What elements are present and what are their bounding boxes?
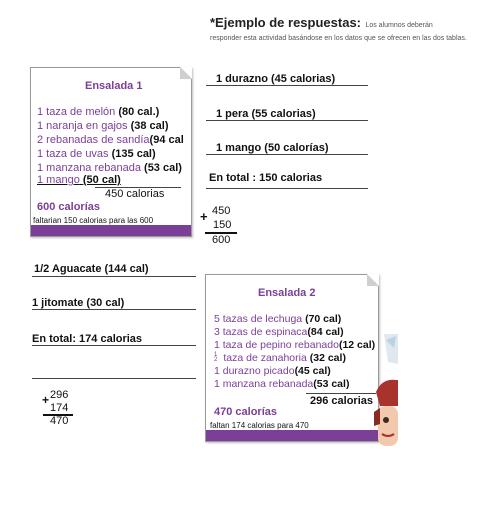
- ingredient-item: 1 manzana rebanada (53 cal): [37, 162, 182, 174]
- plus-sign: +: [200, 209, 208, 224]
- ingredient-item: 1 manzana rebanada(53 cal): [214, 378, 350, 390]
- sum-result: 600: [212, 234, 231, 246]
- page-fold-corner: [367, 274, 379, 286]
- answer-rule: [206, 154, 368, 155]
- answer-rule: [206, 120, 368, 121]
- card-footer-note: faltarian 150 calorias para las 600: [33, 216, 154, 225]
- answer-rule: [32, 378, 196, 379]
- sum-rule: [306, 393, 376, 394]
- ingredient-item: 1 naranja en gajos (38 cal): [37, 120, 169, 132]
- ingredient-item: 1 taza de pepino rebanado(12 cal): [214, 339, 376, 351]
- subtotal: 296 calorias: [310, 395, 373, 407]
- card-footer-note: faltan 174 calorias para 470: [210, 421, 309, 430]
- plus-sign: +: [42, 393, 50, 407]
- answer-line-2: 1 jitomate (30 cal): [32, 297, 125, 309]
- instructions-header: [210, 15, 485, 44]
- ingredient-item: 5 tazas de lechuga (70 cal): [214, 313, 342, 325]
- answer-rule: [32, 276, 196, 277]
- sum-result: 470: [50, 415, 69, 427]
- instructions-title: *Ejemplo de respuestas:: [210, 15, 361, 30]
- answer-total: En total : 150 calorias: [209, 172, 323, 184]
- addend: 150: [213, 219, 232, 231]
- ingredient-item: 2 rebanadas de sandía(94 cal: [37, 134, 184, 146]
- answer-line-1: 1/2 Aguacate (144 cal): [34, 263, 149, 275]
- fraction: 1 2: [214, 352, 218, 364]
- answer-rule: [32, 345, 196, 346]
- ingredient-item: 1 2 taza de zanahoria (32 cal): [214, 352, 346, 364]
- card-bottom-bar: [206, 430, 378, 441]
- instructions-note-inline: Los alumnos deberán: [365, 22, 433, 29]
- ingredient-item: 3 tazas de espinaca(84 cal): [214, 326, 344, 338]
- total-calories: 600 calorías: [37, 201, 100, 213]
- salad-card-1: [30, 67, 192, 237]
- cartoon-figure-partial: [374, 334, 398, 446]
- answer-rule: [206, 85, 368, 86]
- subtotal: 450 calorias: [105, 188, 165, 200]
- salad-card-2: [205, 274, 379, 442]
- answer-line-1: 1 durazno (45 calorias): [216, 73, 336, 85]
- answer-total: En total: 174 calorias: [32, 333, 143, 345]
- card-title: Ensalada 2: [258, 287, 316, 299]
- answer-rule: [206, 188, 368, 189]
- ingredient-item: 1 mango (50 cal): [37, 174, 121, 186]
- answer-line-2: 1 pera (55 calorias): [216, 108, 316, 120]
- addend: 174: [50, 402, 69, 414]
- total-calories: 470 calorías: [214, 406, 277, 418]
- ingredient-item: 1 taza de melón (80 cal.): [37, 106, 160, 118]
- card-title: Ensalada 1: [85, 80, 143, 92]
- page-fold-corner: [180, 67, 192, 79]
- answer-rule: [32, 309, 196, 310]
- ingredient-item: 1 durazno picado(45 cal): [214, 365, 331, 377]
- card-bottom-bar: [31, 225, 191, 236]
- addend: 296: [50, 389, 69, 401]
- answer-line-3: 1 mango (50 calorías): [216, 142, 329, 154]
- ingredient-item: 1 taza de uvas (135 cal): [37, 148, 156, 160]
- instructions-note: responder esta actividad basándose en los datos que se ofrecen en las dos tablas.: [210, 35, 467, 42]
- addend: 450: [212, 205, 231, 217]
